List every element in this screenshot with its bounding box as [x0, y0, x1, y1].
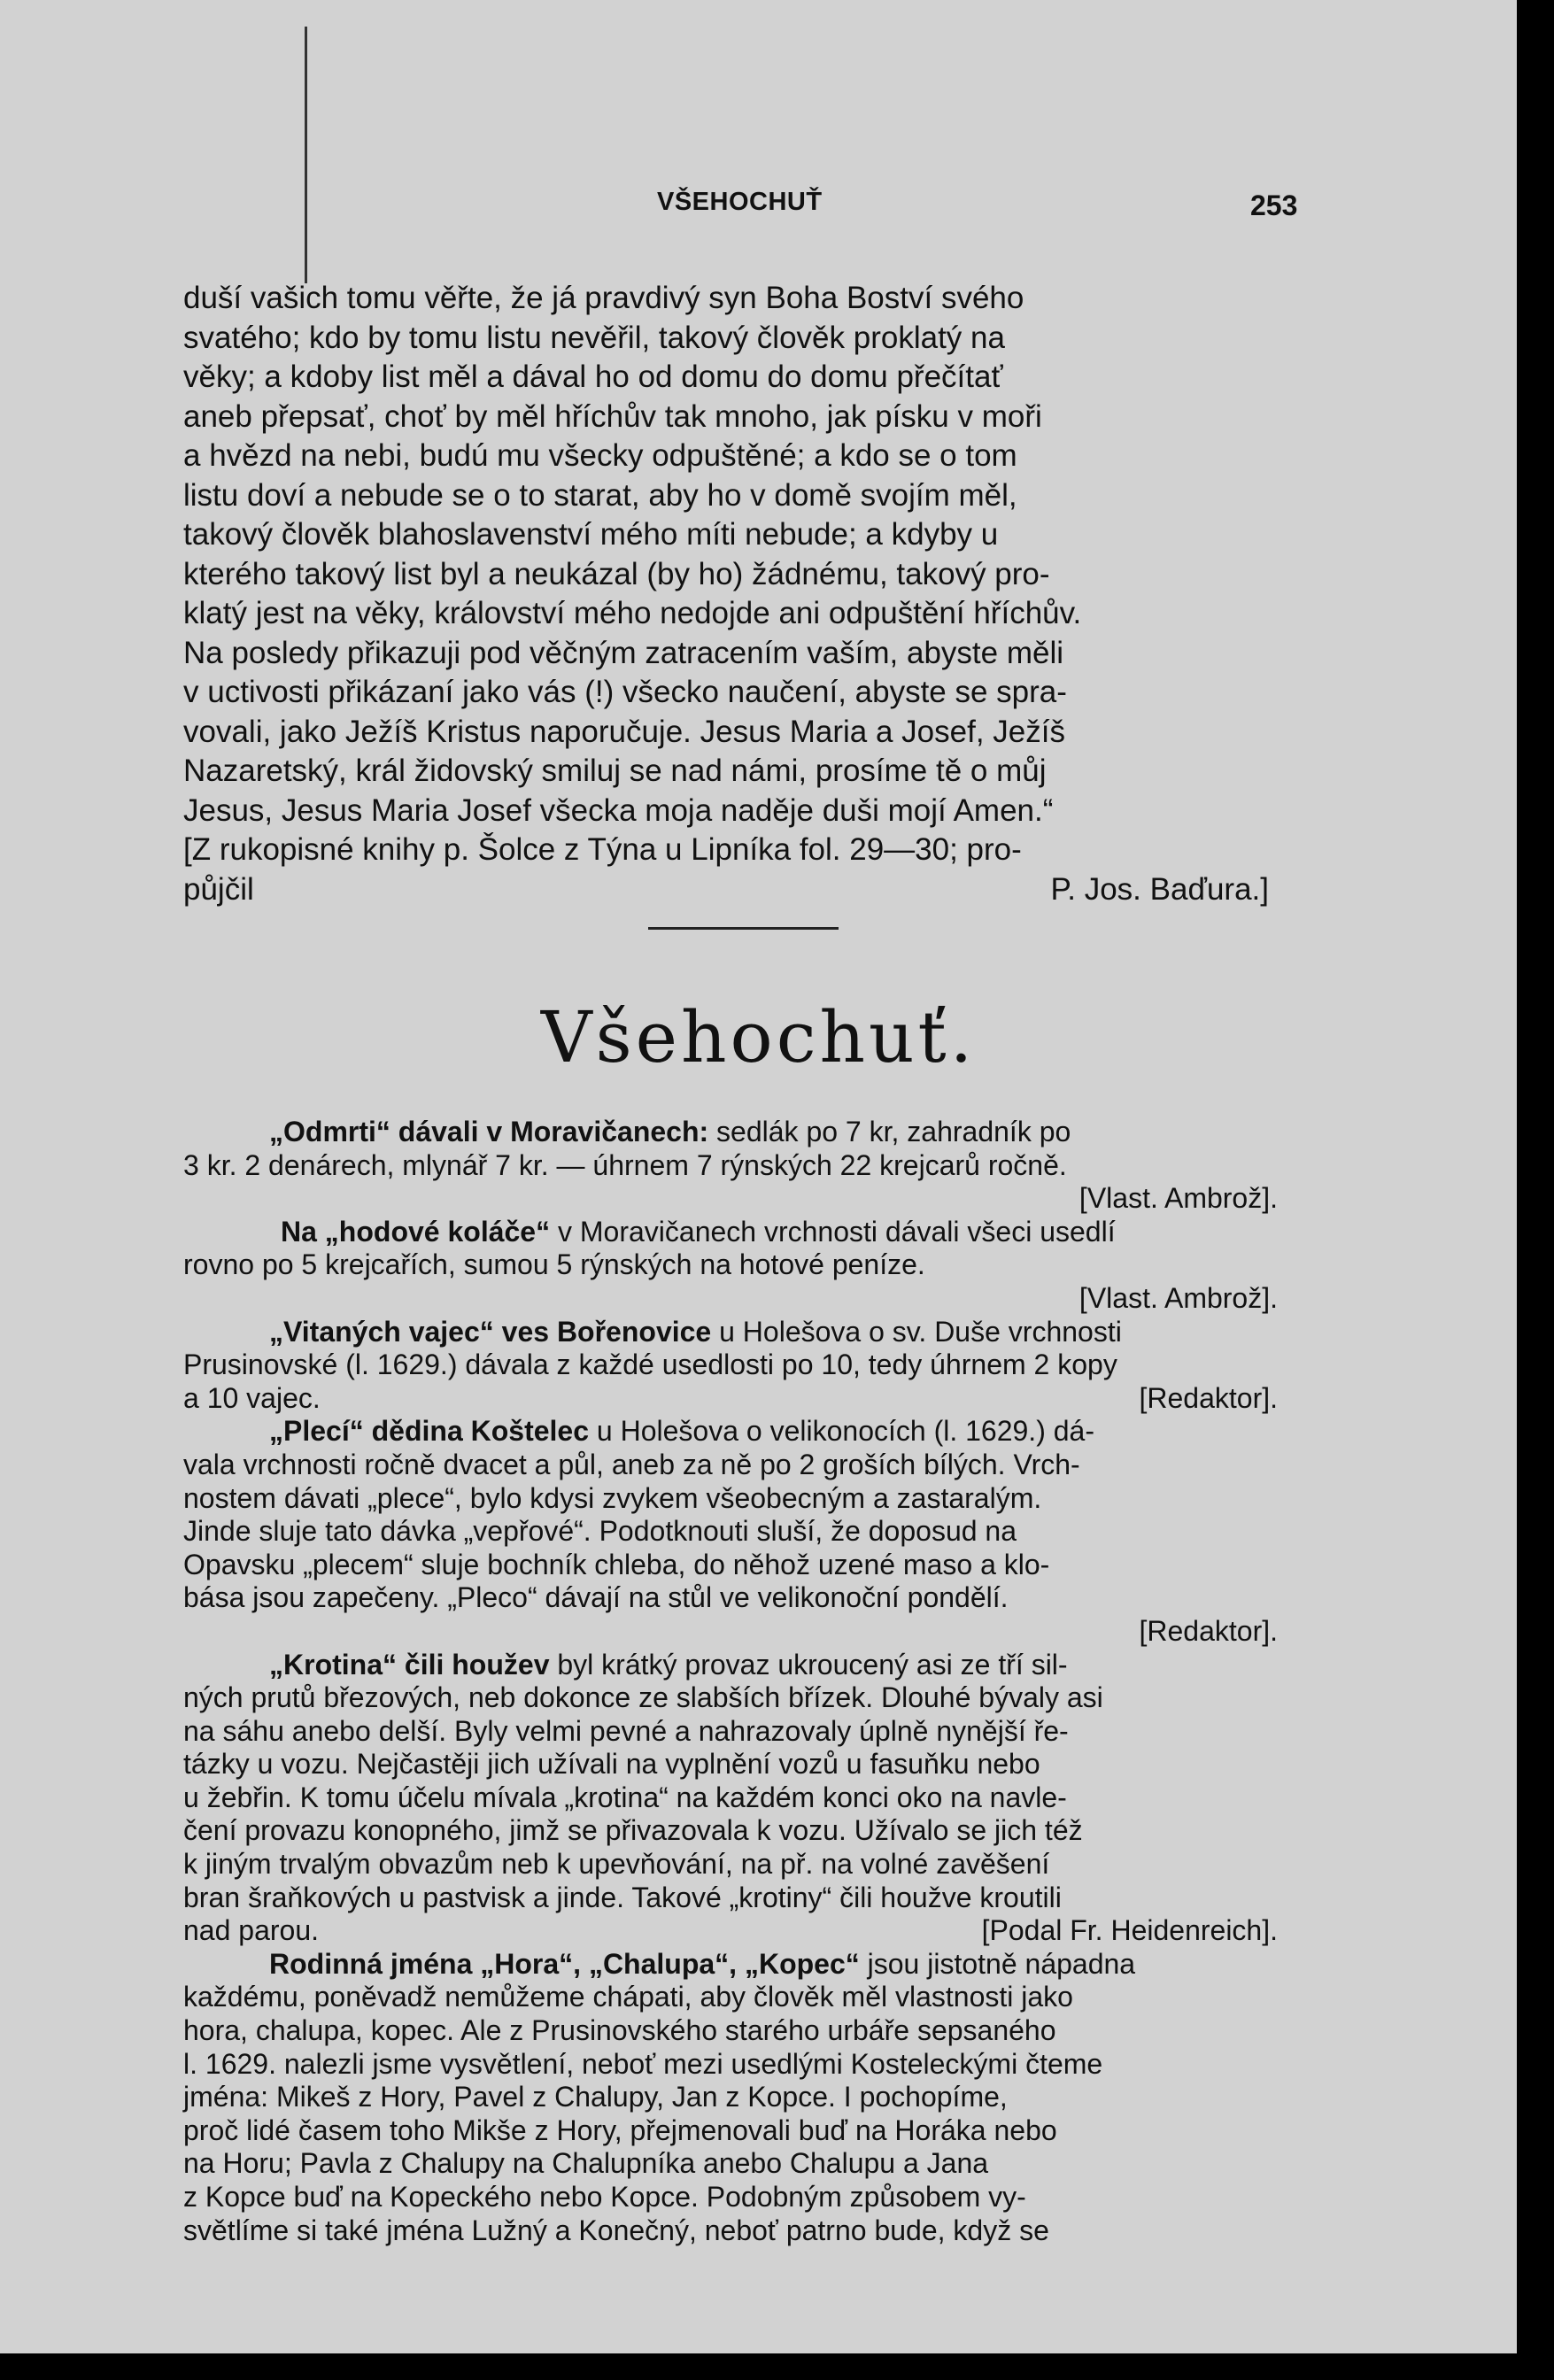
text-line: Na posledy přikazuji pod věčným zatracením vaším, abyste měli	[183, 635, 1064, 670]
entry-heading: „Plecí“ dědina Koštelec	[269, 1415, 590, 1448]
entry-heading: „Vitaných vajec“ ves Bořenovice	[269, 1315, 712, 1348]
entry-line: „Krotina“ čili houžev byl krátký provaz ukroucený asi ze tří sil-	[269, 1648, 1068, 1681]
entry-signature: [Vlast. Ambrož].	[1079, 1182, 1278, 1215]
running-title: VŠEHOCHUŤ	[657, 188, 823, 216]
entry-line: proč lidé časem toho Mikše z Hory, přejmenovali buď na Horáka nebo	[183, 2113, 1057, 2146]
text-line: svatého; kdo by tomu listu nevěřil, takový člověk proklatý na	[183, 320, 1005, 355]
entry-line: u žebřin. K tomu účelu mívala „krotina“ na každém konci oko na navle-	[183, 1781, 1067, 1813]
entry-line: hora, chalupa, kopec. Ale z Prusinovského starého urbáře sepsaného	[183, 2014, 1056, 2047]
text-line: aneb přepsať, choť by měl hříchův tak mnoho, jak písku v moři	[183, 398, 1042, 434]
entry-line: Opavsku „plecem“ sluje bochník chleba, do něhož uzené maso a klo-	[183, 1548, 1050, 1580]
entry-line: čení provazu konopného, jimž se přivazovala k vozu. Užívalo se jich též	[183, 1814, 1083, 1847]
last-line-left: půjčil	[183, 871, 254, 907]
entry-line: „Vitaných vajec“ ves Bořenovice u Holešova o sv. Duše vrchnosti	[269, 1315, 1122, 1348]
text-line: [Z rukopisné knihy p. Šolce z Týna u Lipníka fol. 29—30; pro-	[183, 832, 1022, 867]
text-line: klatý jest na věky, království mého nedojde ani odpuštění hříchův.	[183, 596, 1082, 630]
entry-line: na sáhu anebo delší. Byly velmi pevné a nahrazovaly úplně nynější ře-	[183, 1714, 1069, 1747]
source-attribution: P. Jos. Baďura.]	[1050, 871, 1269, 907]
text-line: duší vašich tomu věřte, že já pravdivý syn Boha Boství svého	[183, 281, 1024, 315]
text-line: Nazaretský, král židovský smiluj se nad námi, prosíme tě o můj	[183, 753, 1047, 788]
text-line: a hvězd na nebi, budú mu všecky odpuštěné; a kdo se o tom	[183, 438, 1017, 473]
text-line: vovali, jako Ježíš Kristus naporučuje. Jesus Maria a Josef, Ježíš	[183, 714, 1065, 749]
text-line-last	[183, 870, 1304, 910]
entry-line: „Odmrti“ dávali v Moravičanech: sedlák po 7 kr, zahradník po	[269, 1116, 1071, 1148]
entry-line: světlíme si také jména Lužný a Konečný, neboť patrno bude, když se	[183, 2214, 1049, 2246]
text-line: listu doví a nebude se o to starat, aby ho v domě svojím měl,	[183, 477, 1017, 513]
entry-line: vala vrchnosti ročně dvacet a půl, aneb za ně po 2 groších bílých. Vrch-	[183, 1448, 1080, 1480]
entry-line: Rodinná jména „Hora“, „Chalupa“, „Kopec“ jsou jistotně nápadna	[269, 1947, 1136, 1980]
entry-line: bran šraňkových u pastvisk a jinde. Takové „krotiny“ čili houžve kroutili	[183, 1881, 1062, 1913]
entry-signature: [Redaktor].	[1139, 1381, 1278, 1414]
entry-line: každému, poněvadž nemůžeme chápati, aby člověk měl vlastnosti jako	[183, 1981, 1073, 2013]
entry-line: z Kopce buď na Kopeckého nebo Kopce. Podobným způsobem vy-	[183, 2181, 1026, 2213]
text-line: takový člověk blahoslavenství mého míti nebude; a kdyby u	[183, 517, 999, 552]
entry-line-last: nad parou. [Podal Fr. Heidenreich].	[183, 1914, 1278, 1947]
entry-heading: „Odmrti“ dávali v Moravičanech:	[269, 1116, 709, 1148]
text-line: kterého takový list byl a neukázal (by ho) žádnému, takový pro-	[183, 556, 1050, 591]
section-divider	[648, 927, 839, 930]
entry-heading: Rodinná jména „Hora“, „Chalupa“, „Kopec“	[269, 1947, 860, 1980]
entry-line: básа jsou zapečeny. „Pleco“ dávají na stůl ve velikonoční pondělí.	[183, 1581, 1009, 1614]
text-line: věky; a kdoby list měl a dával ho od domu do domu přečítať	[183, 359, 1003, 394]
continued-text	[183, 279, 1304, 909]
entry-signature: [Redaktor].	[1139, 1614, 1278, 1647]
page-number: 253	[1250, 189, 1298, 221]
section-title: Všehochuť.	[540, 996, 977, 1078]
entry-line: na Horu; Pavla z Chalupy na Chalupníka anebo Chalupu a Jana	[183, 2147, 989, 2180]
entry-heading: Na „hodové koláče“	[281, 1215, 551, 1248]
entries	[183, 1116, 1304, 2247]
entry-line-last: a 10 vajec. [Redaktor].	[183, 1381, 1278, 1414]
entry-line: rovno po 5 krejcařích, sumou 5 rýnských na hotové peníze.	[183, 1248, 925, 1281]
entry-line: ných prutů březových, neb dokonce ze slabších břízek. Dlouhé bývaly asi	[183, 1681, 1103, 1714]
entry-line: tázky u vozu. Nejčastěji jich užívali na vyplnění vozů u fasuňku nebo	[183, 1748, 1040, 1781]
entry-line: 3 kr. 2 denárech, mlynář 7 kr. — úhrnem 7 rýnských 22 krejcarů ročně.	[183, 1148, 1067, 1181]
entry-line: l. 1629. nalezli jsme vysvětlení, neboť mezi usedlými Kosteleckými čteme	[183, 2047, 1103, 2080]
entry-line: Jinde sluje tato dávka „vepřové“. Podotknouti sluší, že doposud na	[183, 1515, 1017, 1548]
entry-signature: [Vlast. Ambrož].	[1079, 1281, 1278, 1314]
entry-line: k jiným trvalým obvazům neb k upevňování, na př. na volné zavěšení	[183, 1848, 1050, 1881]
entry-line: „Plecí“ dědina Koštelec u Holešova o velikonocích (l. 1629.) dá-	[269, 1415, 1094, 1448]
entry-heading: „Krotina“ čili houžev	[269, 1648, 550, 1681]
entry-line: nostem dávati „plece“, bylo kdysi zvykem všeobecným a zastaralým.	[183, 1481, 1042, 1514]
entry-line: Na „hodové koláče“ v Moravičanech vrchnosti dávali všeci usedlí	[281, 1215, 1116, 1248]
text-line: Jesus, Jesus Maria Josef všecka moja naděje duši mojí Amen.“	[183, 792, 1054, 828]
entry-line: Prusinovské (l. 1629.) dávala z každé usedlosti po 10, tedy úhrnem 2 kopy	[183, 1348, 1117, 1381]
text-line: v uctivosti přikázaní jako vás (!) všecko naučení, abyste se spra-	[183, 675, 1067, 709]
page-fold-line	[305, 27, 307, 283]
entry-line: jména: Mikeš z Hory, Pavel z Chalupy, Jan z Kopce. I pochopíme,	[183, 2081, 1008, 2113]
entry-signature: [Podal Fr. Heidenreich].	[981, 1914, 1278, 1947]
